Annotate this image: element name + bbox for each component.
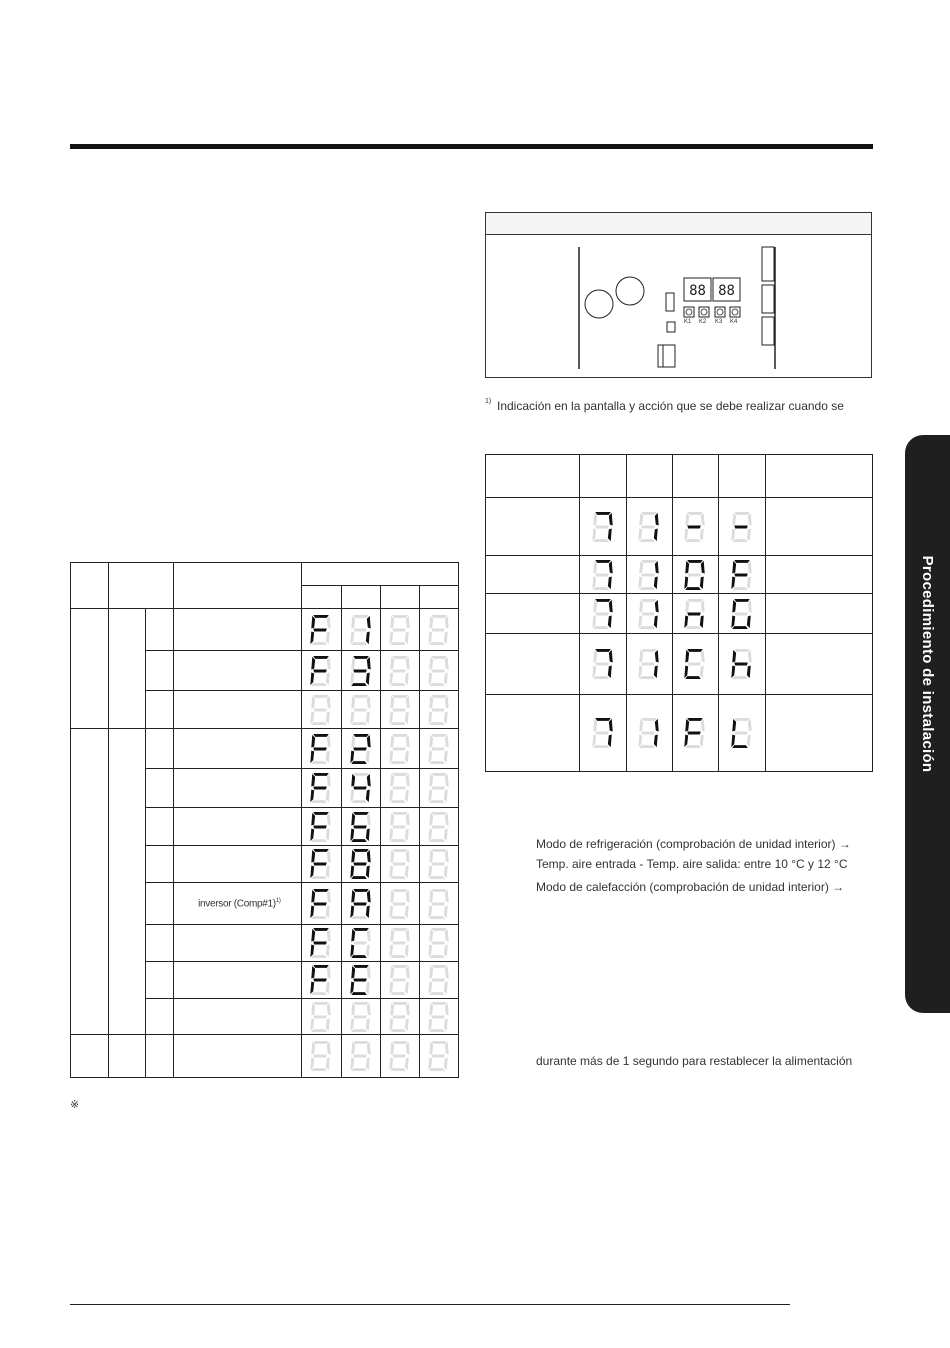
display-digit xyxy=(672,634,719,695)
display-digit xyxy=(579,594,626,634)
display-digit xyxy=(341,609,380,651)
display-digit xyxy=(301,883,341,925)
display-digit xyxy=(719,634,766,695)
display-digit xyxy=(380,609,419,651)
display-digit xyxy=(579,634,626,695)
footer-rule xyxy=(70,1304,790,1305)
pcb-drawing xyxy=(486,236,871,378)
display-digit xyxy=(341,846,380,883)
display-digit xyxy=(380,729,419,769)
display-digit xyxy=(380,808,419,846)
display-digit xyxy=(341,1035,380,1078)
display-digit xyxy=(301,925,341,962)
display-digit xyxy=(626,498,672,556)
display-digit xyxy=(341,999,380,1035)
key-label-k2: K2 xyxy=(699,319,707,325)
display-digit xyxy=(419,1035,458,1078)
footnote-marker: 1) xyxy=(485,398,492,405)
display-digit xyxy=(719,695,766,772)
status-code-table xyxy=(485,454,873,772)
display-digit xyxy=(301,691,341,729)
svg-text:88: 88 xyxy=(718,283,735,299)
display-digit xyxy=(419,846,458,883)
display-digit xyxy=(301,1035,341,1078)
display-digit xyxy=(341,808,380,846)
display-digit xyxy=(719,556,766,594)
display-digit xyxy=(579,498,626,556)
display-digit xyxy=(301,846,341,883)
display-digit xyxy=(341,691,380,729)
display-digit xyxy=(341,651,380,691)
display-digit xyxy=(301,808,341,846)
display-digit xyxy=(341,769,380,808)
side-tab-label: Procedimiento de instalación xyxy=(919,555,936,773)
display-digit xyxy=(301,769,341,808)
display-digit xyxy=(380,1035,419,1078)
display-digit xyxy=(419,962,458,999)
display-digit xyxy=(380,691,419,729)
temperature-range-line: Temp. aire entrada - Temp. aire salida: entre 10 °C y 12 °C xyxy=(536,857,848,871)
table-note-mark: ※ xyxy=(70,1099,80,1111)
display-digit xyxy=(301,962,341,999)
display-digit xyxy=(672,498,719,556)
compressor-note: inversor (Comp#1) xyxy=(198,898,276,910)
key-label-k4: K4 xyxy=(730,319,738,325)
panel-header-bar xyxy=(486,213,871,235)
display-digit xyxy=(626,594,672,634)
display-digit xyxy=(719,498,766,556)
display-digit xyxy=(380,999,419,1035)
display-digit xyxy=(341,962,380,999)
display-digit xyxy=(380,883,419,925)
compressor-note-sup: 1) xyxy=(275,897,281,904)
display-digit xyxy=(626,556,672,594)
header-rule xyxy=(70,144,873,149)
display-digit xyxy=(380,651,419,691)
display-digit xyxy=(380,925,419,962)
display-digit xyxy=(672,556,719,594)
display-digit xyxy=(419,999,458,1035)
key-label-k1: K1 xyxy=(684,319,692,325)
display-digit xyxy=(380,962,419,999)
display-digit xyxy=(579,556,626,594)
display-digit xyxy=(419,691,458,729)
footnote-text: Indicación en la pantalla y acción que se debe realizar cuando se xyxy=(497,399,844,413)
display-digit xyxy=(301,651,341,691)
display-digit xyxy=(672,594,719,634)
key-label-k3: K3 xyxy=(715,319,723,325)
display-code-table xyxy=(70,562,459,1078)
svg-text:88: 88 xyxy=(689,283,706,299)
display-digit xyxy=(419,651,458,691)
display-digit xyxy=(419,609,458,651)
display-digit xyxy=(380,846,419,883)
display-digit xyxy=(719,594,766,634)
display-digit xyxy=(341,883,380,925)
heating-mode-line: Modo de calefacción (comprobación de unidad interior) → xyxy=(536,880,845,894)
display-digit xyxy=(419,769,458,808)
display-digit xyxy=(672,695,719,772)
display-digit xyxy=(579,695,626,772)
display-digit xyxy=(380,769,419,808)
display-digit xyxy=(419,729,458,769)
section-side-tab xyxy=(905,435,950,1013)
display-digit xyxy=(341,925,380,962)
reset-power-line: durante más de 1 segundo para restablecer la alimentación xyxy=(536,1054,853,1068)
display-digit xyxy=(301,999,341,1035)
display-digit xyxy=(626,634,672,695)
display-digit xyxy=(341,729,380,769)
display-digit xyxy=(419,883,458,925)
display-digit xyxy=(301,729,341,769)
display-digit xyxy=(419,808,458,846)
cooling-mode-line: Modo de refrigeración (comprobación de unidad interior) → xyxy=(536,837,851,851)
display-digit xyxy=(626,695,672,772)
display-digit xyxy=(301,609,341,651)
display-digit xyxy=(419,925,458,962)
pcb-panel-diagram xyxy=(485,212,872,378)
